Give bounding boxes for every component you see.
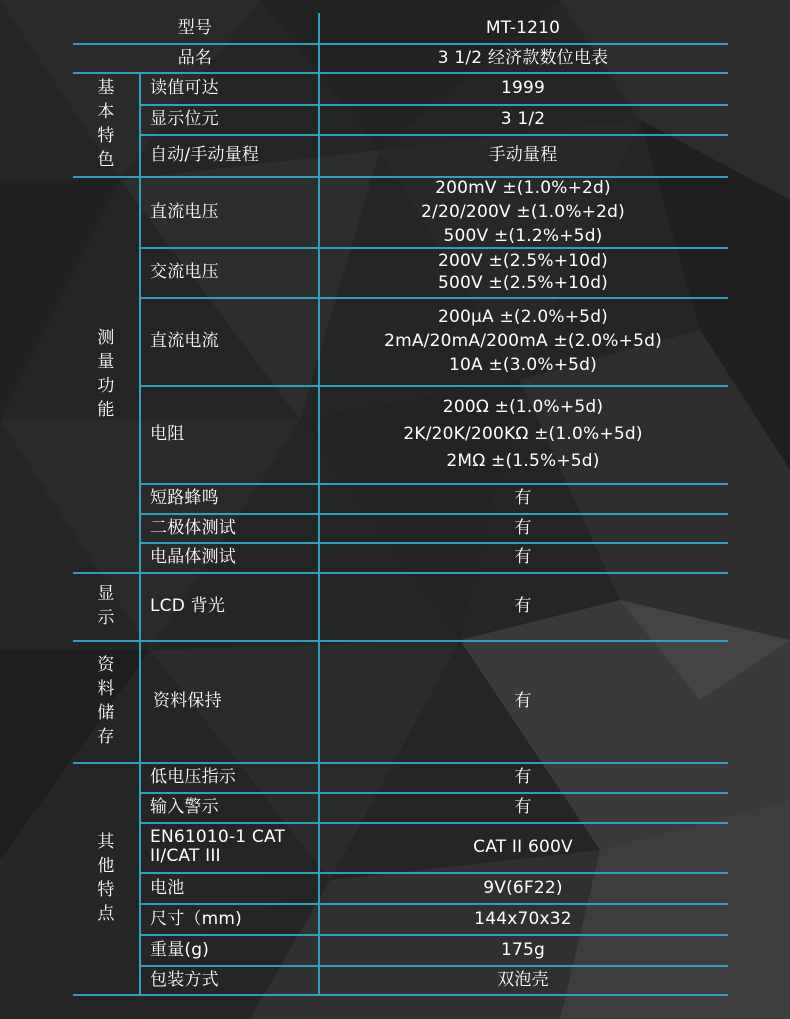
row-value-line: 10A ±(3.0%+5d) — [448, 355, 597, 375]
row-value-line: 有 — [514, 488, 532, 508]
row-value — [318, 513, 728, 542]
category-char: 他 — [97, 856, 115, 876]
row-label: 低电压指示 — [150, 767, 236, 787]
model-value-text: MT-1210 — [485, 18, 561, 38]
row-value-line: 有 — [514, 517, 532, 538]
row-value — [318, 572, 728, 640]
row-value-line: 双泡壳 — [497, 969, 549, 990]
h-rule — [73, 994, 728, 996]
row-label: 电阻 — [150, 424, 185, 444]
header-name-label: 品名 — [177, 47, 213, 68]
product-name-text: 3 1/2 经济款数位电表 — [437, 47, 609, 68]
category-char: 存 — [97, 727, 115, 747]
category-char: 测 — [97, 328, 115, 348]
row-value — [318, 822, 728, 872]
row-value-line: 2K/20K/200KΩ ±(1.0%+5d) — [403, 423, 643, 444]
row-value-line: CAT II 600V — [473, 837, 573, 857]
row-label: 尺寸（mm) — [150, 908, 242, 929]
row-label: 资料保持 — [153, 691, 222, 711]
row-label: 交流电压 — [150, 262, 219, 282]
category-char: 本 — [97, 102, 115, 122]
category-char: 能 — [97, 400, 115, 420]
category-char: 量 — [97, 352, 115, 372]
category-char: 特 — [97, 126, 115, 146]
row-value — [318, 872, 728, 903]
category-display — [73, 572, 139, 640]
category-char: 储 — [97, 703, 115, 723]
row-value-line: 有 — [514, 547, 532, 567]
header-model-value — [318, 13, 728, 43]
category-char: 料 — [97, 679, 115, 699]
header-name-value — [318, 43, 728, 72]
row-label: 包装方式 — [150, 969, 219, 990]
row-label: LCD 背光 — [150, 596, 226, 616]
row-label: 二极体测试 — [150, 517, 236, 538]
row-label: 读值可达 — [150, 78, 219, 98]
category-char: 功 — [97, 376, 115, 396]
row-label: 自动/手动量程 — [150, 145, 260, 165]
category-storage — [73, 640, 139, 762]
row-value-line: 有 — [514, 596, 532, 616]
row-value-line: 200V ±(2.5%+10d) — [437, 251, 609, 271]
category-char: 色 — [97, 150, 115, 170]
row-value-line: 144x70x32 — [474, 908, 572, 929]
category-char: 资 — [97, 655, 115, 675]
category-char: 基 — [97, 78, 115, 98]
row-label — [139, 822, 318, 872]
row-value — [318, 903, 728, 934]
row-value-line: 200μA ±(2.0%+5d) — [437, 307, 609, 327]
header-model-label: 型号 — [177, 18, 213, 38]
row-value-line: 手动量程 — [488, 145, 558, 165]
row-value — [318, 104, 728, 134]
category-measure — [73, 176, 139, 572]
category-char: 显 — [97, 584, 115, 604]
row-value-line: 200mV ±(1.0%+2d) — [435, 177, 611, 198]
row-label: 重量(g) — [150, 939, 210, 960]
row-value-line: 3 1/2 — [500, 109, 546, 129]
row-value — [318, 385, 728, 483]
row-value — [318, 934, 728, 965]
row-label: 输入警示 — [150, 797, 219, 817]
row-value-line: 有 — [514, 797, 532, 817]
row-value-line: 500V ±(2.5%+10d) — [437, 273, 609, 293]
row-value — [318, 297, 728, 385]
row-label: 显示位元 — [150, 109, 219, 129]
row-value — [318, 640, 728, 762]
row-value — [318, 762, 728, 792]
row-value-line: 2/20/200V ±(1.0%+2d) — [421, 201, 625, 222]
row-label: 电池 — [150, 877, 185, 898]
row-value-line: 2mA/20mA/200mA ±(2.0%+5d) — [384, 331, 662, 351]
row-value — [318, 134, 728, 176]
category-char: 示 — [97, 608, 115, 628]
row-value — [318, 176, 728, 247]
row-value-line: 有 — [514, 767, 532, 787]
row-value — [318, 72, 728, 104]
row-value-line: 有 — [514, 691, 532, 711]
row-value-line: 9V(6F22) — [483, 877, 563, 898]
row-label-line: II/CAT III — [150, 846, 221, 866]
row-value-line: 1999 — [500, 78, 546, 98]
row-value-line: 500V ±(1.2%+5d) — [443, 225, 603, 246]
row-value-line: 2MΩ ±(1.5%+5d) — [446, 450, 600, 471]
category-char: 特 — [97, 880, 115, 900]
category-char: 点 — [97, 904, 115, 924]
row-value — [318, 965, 728, 994]
row-value — [318, 542, 728, 572]
category-other — [73, 762, 139, 994]
row-label-line: EN61010-1 CAT — [150, 827, 286, 847]
row-value — [318, 247, 728, 297]
row-label: 短路蜂鸣 — [150, 488, 219, 508]
row-label: 直流电压 — [150, 201, 219, 222]
row-value-line: 175g — [500, 939, 546, 960]
row-label: 电晶体测试 — [150, 547, 236, 567]
row-value — [318, 483, 728, 513]
row-value-line: 200Ω ±(1.0%+5d) — [442, 396, 604, 417]
row-label: 直流电流 — [150, 331, 219, 351]
row-value — [318, 792, 728, 822]
category-char: 其 — [97, 832, 115, 852]
category-basic — [73, 72, 139, 176]
